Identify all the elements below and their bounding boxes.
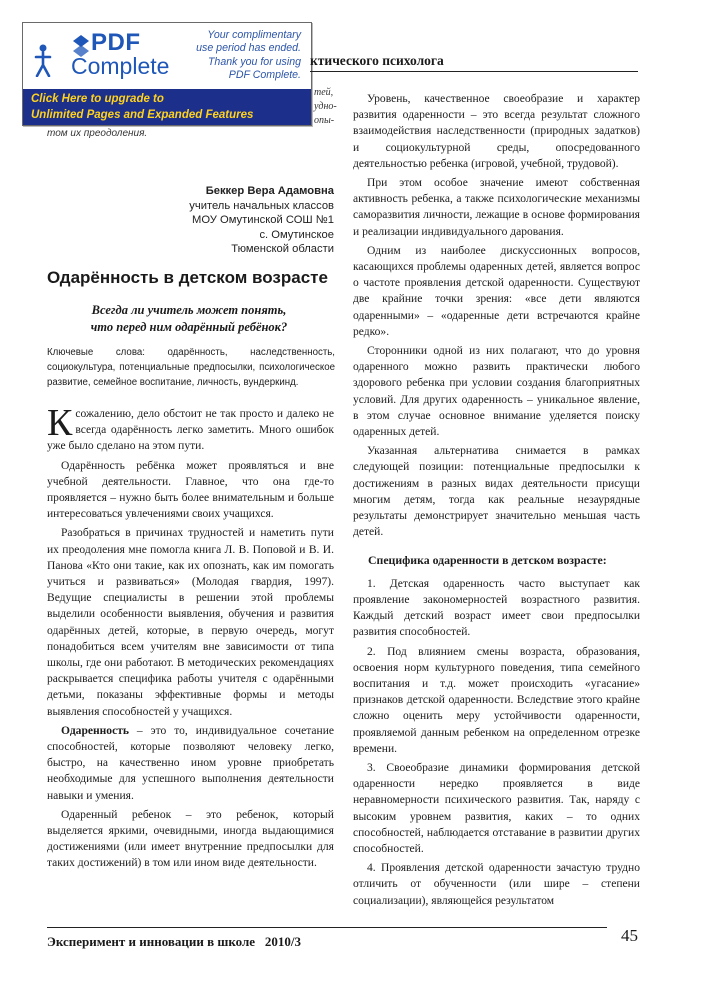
author-name: Беккер Вера Адамовна <box>205 185 334 197</box>
author-affiliation-line: учитель начальных классов <box>189 199 334 212</box>
pdf-complete-banner <box>22 22 312 126</box>
page-number: 45 <box>621 926 638 945</box>
epigraph-line: Всегда ли учитель может понять, <box>91 303 287 317</box>
message-line: Your complimentary <box>207 29 301 41</box>
logo-product-text: Complete <box>71 53 170 79</box>
body-paragraph: При этом особое значение имеют собственная активность ребенка, а также психологические механизмы саморазвития личности, лежащие в основе формирования и реализации индивидуального дарования. <box>353 177 640 238</box>
list-item: 3. Своеобразие динамики формирования детской одаренности нередко проявляется в виде неравномерности психического развития. Так, наряду с высоким уровнем развития, каких – то одних способностей, наблюдается отставание в развитии других способностей. <box>353 761 640 855</box>
message-line: PDF Complete. <box>228 68 301 81</box>
upgrade-link-line[interactable]: Unlimited Pages and Expanded Features <box>31 109 254 121</box>
right-column <box>353 91 640 912</box>
body-paragraph: Одарённость ребёнка может проявляться и вне учебной деятельности. Главное, что она где-то проявляется – нужно быть более внимательным и больше интересоваться увлечениями своих учащихся. <box>47 459 334 521</box>
drop-cap: К <box>47 402 73 444</box>
article-title: Одарённость в детском возрасте <box>47 268 328 287</box>
author-affiliation-line: с. Омутинское <box>259 228 334 241</box>
message-line: use period has ended. <box>196 42 301 55</box>
author-affiliation-line: МОУ Омутинской СОШ №1 <box>192 214 334 227</box>
header-peek-text: тей, <box>314 87 334 98</box>
footer-journal <box>47 934 301 950</box>
left-column <box>47 402 334 875</box>
body-paragraph: Сторонники одной из них полагают, что до уровня одаренного можно развить практически любого здорового ребенка при условии создания благоприятных условий. Для других одаренность – уникальное явление, в этом случае основное внимание уделяется поиску одаренных детей. <box>353 345 640 439</box>
previous-article-tail: том их преодоления. <box>47 128 148 139</box>
pdf-complete-logo[interactable] <box>31 29 191 89</box>
article-epigraph <box>60 302 318 336</box>
definition-term: Одаренность <box>61 724 129 737</box>
message-line: Thank you for using <box>207 55 301 68</box>
logo-brand-text: PDF <box>91 29 141 56</box>
paragraph-text: – это то, индивидуальное сочетание способностей, которые позволяют человеку легко, быстро, на качественно ином уровне приобретать необходимые для успешного выполнения деятельности навыки и умения. <box>47 724 334 802</box>
body-paragraph: Разобраться в причинах трудностей и наметить пути их преодоления мне помогла книга Л. В. Поповой и В. И. Панова «Кто они такие, как их опознать, как им помогать учиться и развиваться» (Молодая гвардия, 1997). Ведущие специалисты в решении этой проблемы выделили особенности выявления, обучения и развития одарённых детей, которые, в первую очередь, могут понадобиться всем учителям вне зависимости от типа школы, где они работают. В методических рекомендациях раскрывается специфика работы учителя с одарёнными детьми, показаны эффективные формы и методы выявления способностей у учащихся. <box>47 527 334 718</box>
body-paragraph: Указанная альтернатива снимается в рамках следующей позиции: потенциальные предпосылки к достижениям в разных видах деятельности присущи многим детям, тогда как реальные незаурядные результаты демонстрирует значительно меньшая часть детей. <box>353 445 640 539</box>
trial-expired-message <box>181 29 301 82</box>
upgrade-link-line[interactable]: Click Here to upgrade to <box>31 93 164 105</box>
body-paragraph <box>47 402 334 455</box>
journal-name: Эксперимент и инновации в школе <box>47 934 256 949</box>
body-paragraph: Одаренный ребенок – это ребенок, который выделяется яркими, очевидными, иногда выдающимися достижениями (или имеет внутренние предпосылки для таких достижений) в том или ином виде деятельности. <box>47 808 334 870</box>
header-rule <box>310 71 638 72</box>
header-peek-text: удно- <box>314 101 337 112</box>
section-heading: Специфика одаренности в детском возрасте: <box>368 553 607 568</box>
journal-issue: 2010/3 <box>264 934 301 949</box>
header-peek-text: опы- <box>314 115 335 126</box>
body-paragraph: Уровень, качественное своеобразие и характер развития одаренности – это всегда результат сложного взаимодействия наследственности (природных задатков) и социокультурной среды, опосредованного деятельностью ребенка (игровой, учебной, трудовой). <box>353 93 640 170</box>
author-block <box>189 184 334 257</box>
upgrade-link[interactable] <box>23 89 311 125</box>
author-affiliation-line: Тюменской области <box>231 243 334 256</box>
list-item: 1. Детская одаренность часто выступает как проявление закономерностей возрастного развития. Каждый детский возраст имеет свои предпосылки развития способностей. <box>353 577 640 639</box>
list-item: 2. Под влиянием смены возраста, образования, освоения норм культурного поведения, типа семейного воспитания и т.д. может происходить «угасание» признаков детской одаренности. Вследствие этого крайне сложно оценить меру устойчивости одаренности, проявляемой данным ребенком на определенном отрезке времени. <box>353 645 640 755</box>
list-item: 4. Проявления детской одаренности зачастую трудно отличить от обученности (или шире – степени социализации), являющейся результатом <box>353 862 640 907</box>
paragraph-text: сожалению, дело обстоит не так просто и далеко не всегда одарённость легко заметить. Много ошибок уже было сделано на этом пути. <box>47 408 334 453</box>
body-paragraph: Одним из наиболее дискуссионных вопросов, касающихся проблемы одаренных детей, является вопрос о частоте проявления детской одаренности. Существуют две крайние точки зрения: «все дети являются одаренными» – «одаренные дети встречаются крайне редко». <box>353 244 640 338</box>
body-paragraph <box>47 723 334 804</box>
journal-section-title: ктического психолога <box>310 53 444 68</box>
article-keywords: Ключевые слова: одарённость, наследственность, социокультура, потенциальные предпосылки, психологическое развитие, семейное воспитание, личность, вундеркинд. <box>47 347 335 388</box>
footer-rule <box>47 927 607 928</box>
epigraph-line: что перед ним одарённый ребёнок? <box>90 320 288 334</box>
logo-figure-icon <box>33 43 53 77</box>
